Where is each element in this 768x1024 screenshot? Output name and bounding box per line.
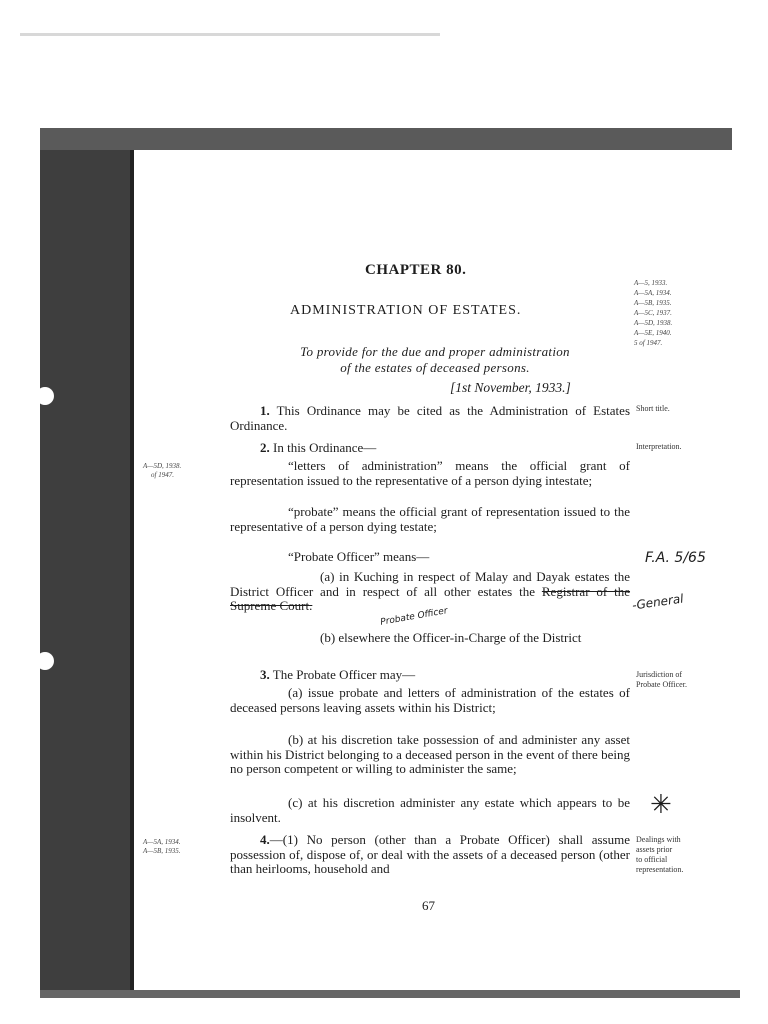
section-3-c: (c) at his discretion administer any estate which appears to be insolvent. [230, 795, 630, 825]
margin-note-jurisdiction: Jurisdiction of Probate Officer. [636, 670, 687, 689]
act-title: ADMINISTRATION OF ESTATES. [290, 303, 522, 318]
section-1: 1. This Ordinance may be cited as the Administration of Estates Ordinance. [230, 403, 630, 433]
section-3-a: (a) issue probate and letters of administration of the estates of deceased persons leaving assets within his District; [230, 685, 630, 715]
margin-note-short-title: Short title. [636, 404, 670, 413]
handwritten-star-icon: ✳ [650, 790, 672, 820]
definition-probate-officer-b: (b) elsewhere the Officer-in-Charge of the District [320, 630, 582, 645]
long-title: To provide for the due and proper administration of the estates of deceased persons. [300, 344, 570, 375]
punch-hole [36, 387, 54, 405]
page-bottom-edge [40, 990, 740, 998]
left-margin-note: A—5D, 1938. of 1947. [143, 462, 182, 479]
handwritten-note-probate-officer: Probate Officer [379, 606, 449, 628]
page-number: 67 [422, 898, 435, 913]
punch-hole [36, 652, 54, 670]
left-margin-note: A—5A, 1934. A—5B, 1935. [143, 838, 181, 855]
definition-probate: “probate” means the official grant of representation issued to the representative of a person dying testate; [230, 504, 630, 534]
section-4: 4.—(1) No person (other than a Probate Officer) shall assume possession of, dispose of, or deal with the assets of a deceased person (other than heirlooms, household and [230, 832, 630, 876]
handwritten-note-general: -General [631, 591, 685, 613]
definition-probate-officer: “Probate Officer” means— [288, 549, 430, 564]
section-3-b: (b) at his discretion take possession of and administer any asset within his District belonging to a deceased person in the event of there being no person competent or willing to administer the same; [230, 732, 630, 776]
definition-probate-officer-a: (a) in Kuching in respect of Malay and Dayak estates the District Officer and in respect of all other estates the Registrar of the Supreme Court. [230, 569, 631, 613]
scan-artifact-line [20, 33, 440, 36]
page-top-edge [40, 128, 732, 152]
handwritten-note-fa: F.A. 5/65 [645, 550, 706, 566]
commencement-date: [1st November, 1933.] [450, 380, 571, 395]
section-2-intro: 2. In this Ordinance— [260, 440, 377, 455]
margin-note-dealings: Dealings with assets prior to official representation. [636, 835, 684, 874]
margin-note-interpretation: Interpretation. [636, 442, 682, 451]
amendment-list: A—5, 1933. A—5A, 1934. A—5B, 1935. A—5C, 1937. A—5D, 1938. A—5E, 1940. 5 of 1947. [634, 279, 673, 347]
chapter-heading: CHAPTER 80. [365, 262, 467, 278]
section-3-intro: 3. The Probate Officer may— [260, 667, 416, 682]
definition-letters-of-administration: “letters of administration” means the official grant of representation issued to the representative of a person dying intestate; [230, 458, 630, 488]
book-binding [40, 150, 132, 998]
